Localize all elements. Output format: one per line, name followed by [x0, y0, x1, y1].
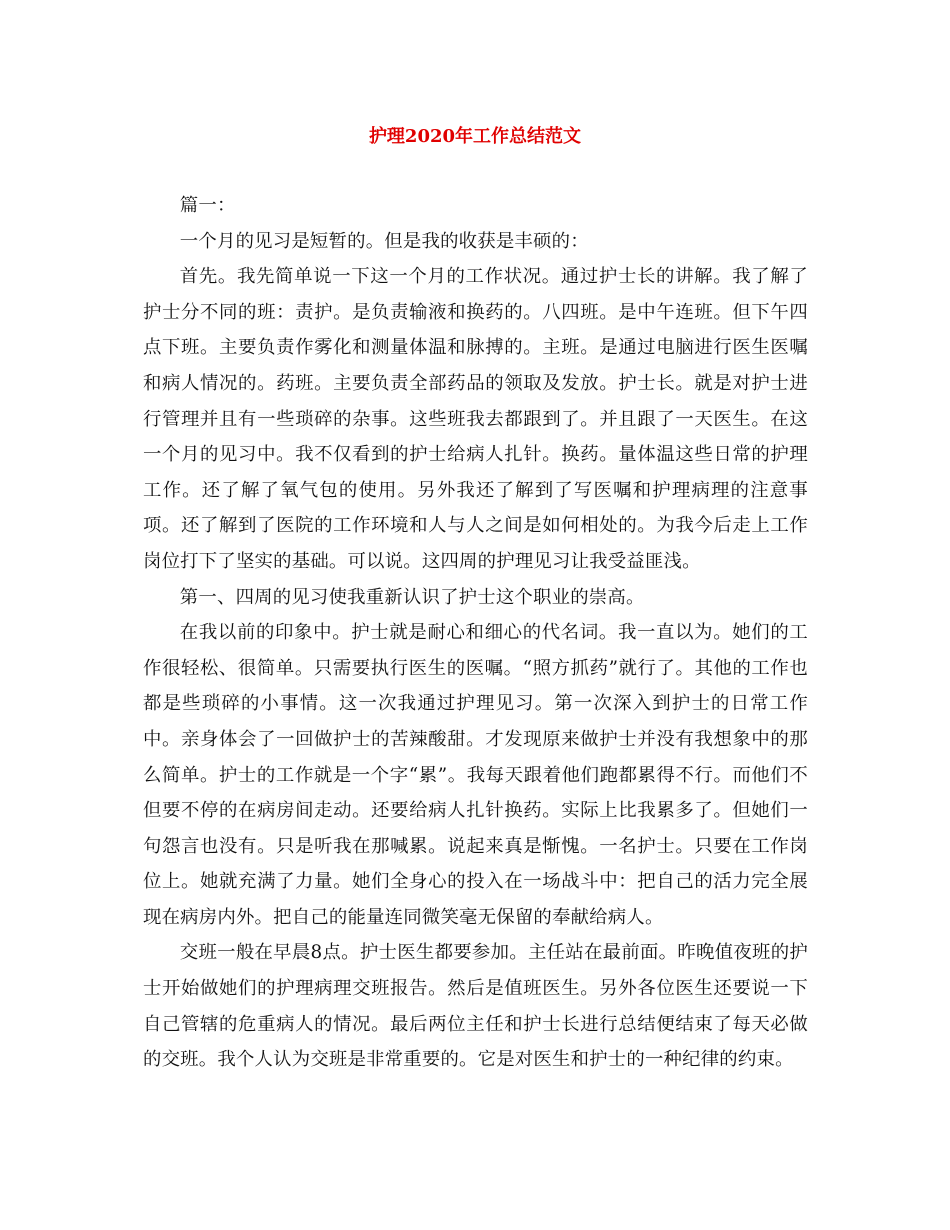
document-title: 护理2020年工作总结范文	[368, 126, 582, 147]
paragraph-section-one: 第一、四周的见习使我重新认识了护士这个职业的崇高。	[179, 586, 645, 608]
paragraph-intro: 一个月的见习是短暂的。但是我的收获是丰硕的：	[179, 230, 589, 252]
document-body	[143, 188, 808, 1078]
paragraph-impression: 在我以前的印象中。护士就是耐心和细心的代名词。我一直以为。她们的工作很轻松、很简单。只需要执行医生的医嘱。“照方抓药”就行了。其他的工作也都是些琐碎的小事情。这一次我通过护理见习。第一次深入到护士的日常工作中。亲身体会了一回做护士的苦辣酸甜。才发现原来做护士并没有我想象中的那么简单。护士的工作就是一个字“累”。我每天跟着他们跑都累得不行。而他们不但要不停的在病房间走动。还要给病人扎针换药。实际上比我累多了。但她们一句怨言也没有。只是听我在那喊累。说起来真是惭愧。一名护士。只要在工作岗位上。她就充满了力量。她们全身心的投入在一场战斗中：把自己的活力完全展现在病房内外。把自己的能量连同微笑毫无保留的奉献给病人。	[143, 622, 808, 928]
paragraph-first: 首先。我先简单说一下这一个月的工作状况。通过护士长的讲解。我了解了护士分不同的班：责护。是负责输液和换药的。八四班。是中午连班。但下午四点下班。主要负责作雾化和测量体温和脉搏的。主班。是通过电脑进行医生医嘱和病人情况的。药班。主要负责全部药品的领取及发放。护士长。就是对护士进行管理并且有一些琐碎的杂事。这些班我去都跟到了。并且跟了一天医生。在这一个月的见习中。我不仅看到的护士给病人扎针。换药。量体温这些日常的护理工作。还了解了氧气包的使用。另外我还了解到了写医嘱和护理病理的注意事项。还了解到了医院的工作环境和人与人之间是如何相处的。为我今后走上工作岗位打下了坚实的基础。可以说。这四周的护理见习让我受益匪浅。	[143, 266, 808, 572]
paragraph-heading: 篇一：	[179, 195, 236, 216]
paragraph-shift-handover: 交班一般在早晨8点。护士医生都要参加。主任站在最前面。昨晚值夜班的护士开始做她们的护理病理交班报告。然后是值班医生。另外各位医生还要说一下自己管辖的危重病人的情况。最后两位主任和护士长进行总结便结束了每天必做的交班。我个人认为交班是非常重要的。它是对医生和护士的一种纪律的约束。	[143, 942, 808, 1071]
